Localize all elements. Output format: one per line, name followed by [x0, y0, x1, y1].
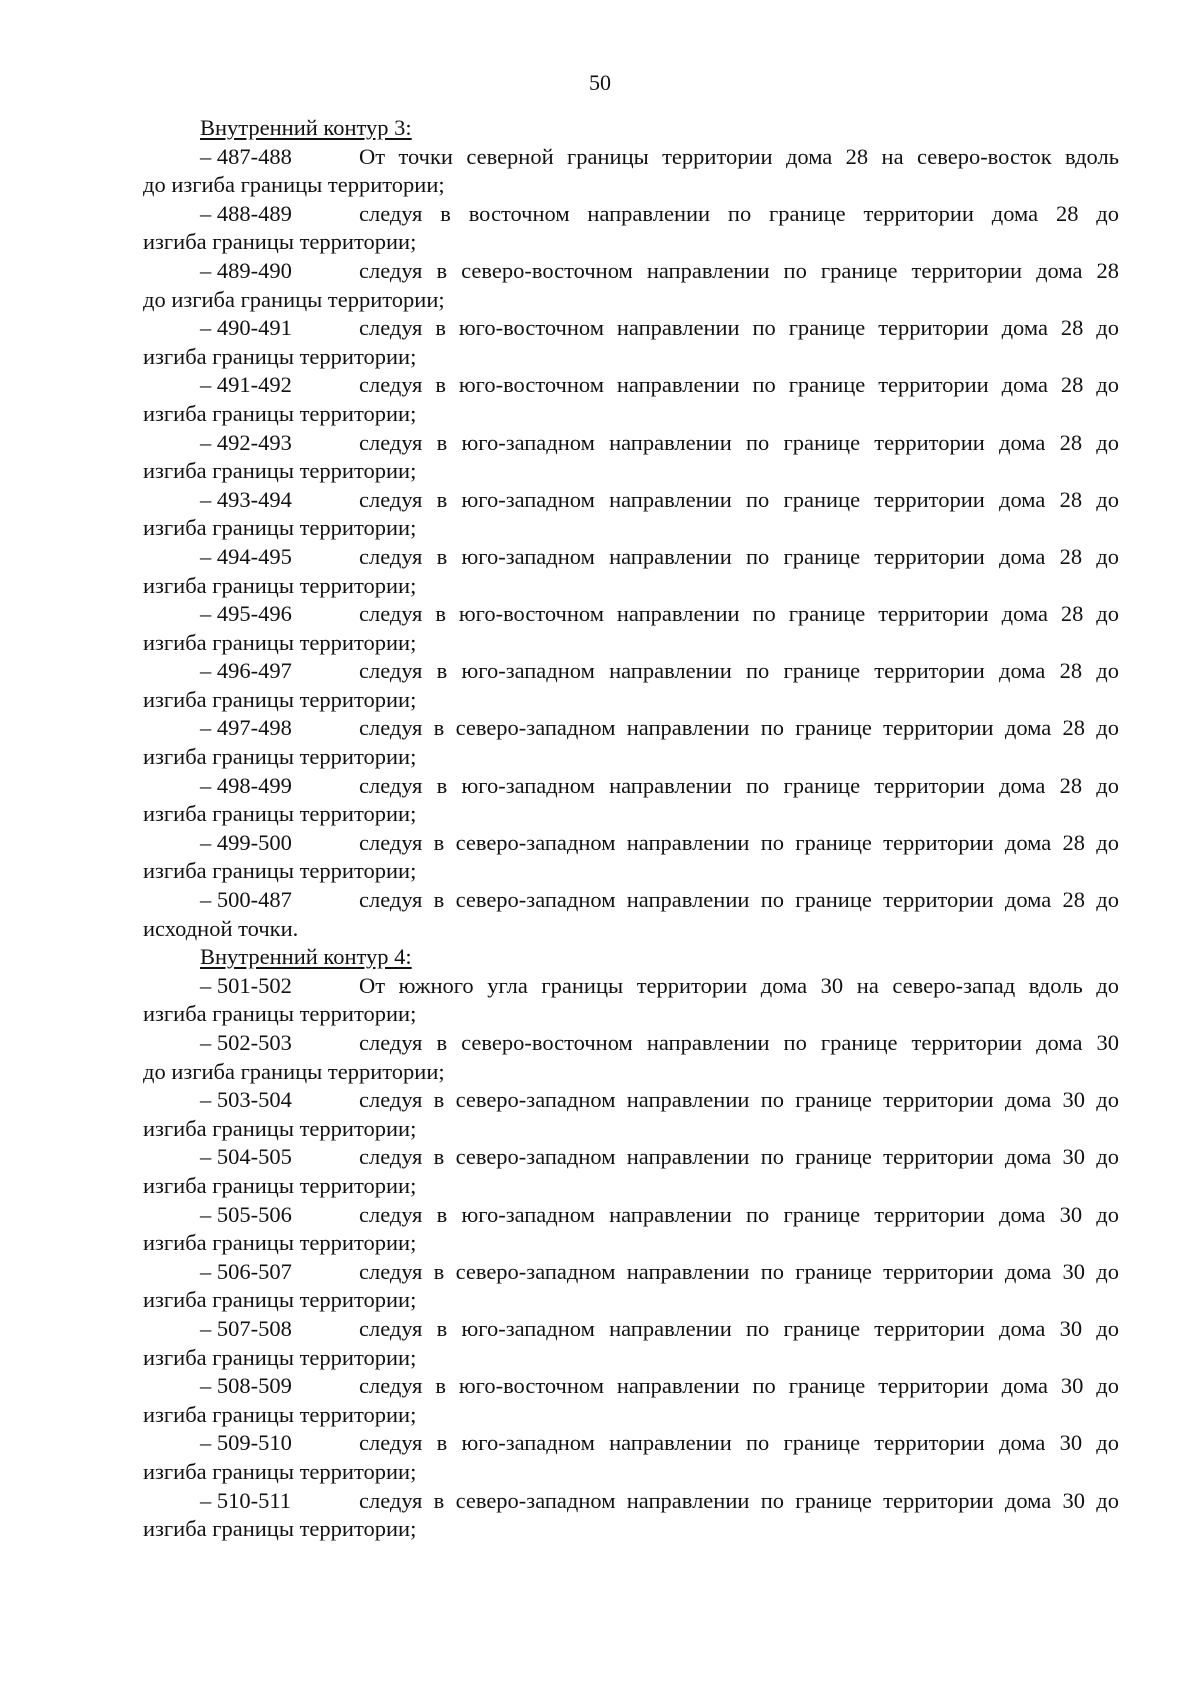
segment-description: следуя в юго-западном направлении по границе территории дома 28 до	[359, 658, 1119, 684]
boundary-entry	[143, 657, 1119, 714]
section-heading-text: Внутренний контур 3:	[200, 115, 412, 140]
entry-first-line	[143, 1429, 1119, 1458]
segment-description-continued: исходной точки.	[143, 915, 299, 941]
segment-code: – 497-498	[200, 715, 292, 741]
segment-code: – 506-507	[200, 1258, 292, 1284]
entry-first-line	[143, 486, 1119, 515]
boundary-entry	[143, 143, 1119, 200]
segment-code: – 498-499	[200, 772, 292, 798]
document-body	[143, 114, 1119, 1544]
segment-description-continued: до изгиба границы территории;	[143, 1058, 445, 1084]
segment-description: следуя в северо-западном направлении по границе территории дома 30 до	[359, 1087, 1119, 1113]
page-number: 50	[589, 70, 611, 95]
segment-description: следуя в северо-западном направлении по границе территории дома 30 до	[359, 1258, 1119, 1284]
segment-description: следуя в северо-западном направлении по границе территории дома 30 до	[359, 1144, 1119, 1170]
boundary-entry	[143, 1258, 1119, 1315]
segment-description: От южного угла границы территории дома 30 на северо-запад вдоль до	[359, 972, 1119, 998]
segment-description: От точки северной границы территории дома 28 на северо-восток вдоль	[359, 143, 1119, 169]
segment-description-continued: до изгиба границы территории;	[143, 172, 445, 198]
entry-first-line	[143, 143, 1119, 172]
segment-description-continued: изгиба границы территории;	[143, 1172, 417, 1198]
segment-description-continued: изгиба границы территории;	[143, 1230, 417, 1256]
entry-first-line	[143, 429, 1119, 458]
segment-description: следуя в северо-западном направлении по границе территории дома 28 до	[359, 715, 1119, 741]
entry-first-line	[143, 371, 1119, 400]
segment-code: – 507-508	[200, 1315, 292, 1341]
boundary-entry	[143, 972, 1119, 1029]
segment-code: – 504-505	[200, 1144, 292, 1170]
segment-description: следуя в юго-западном направлении по границе территории дома 30 до	[359, 1315, 1119, 1341]
segment-description: следуя в северо-восточном направлении по границе территории дома 30	[359, 1030, 1119, 1055]
boundary-entry	[143, 257, 1119, 314]
segment-description: следуя в юго-западном направлении по границе территории дома 28 до	[359, 429, 1119, 455]
boundary-entry	[143, 1086, 1119, 1143]
entry-first-line	[143, 1487, 1119, 1516]
entry-first-line	[143, 257, 1119, 286]
segment-description: следуя в юго-западном направлении по границе территории дома 30 до	[359, 1201, 1119, 1227]
segment-code: – 500-487	[200, 887, 292, 913]
boundary-entry	[143, 772, 1119, 829]
entry-first-line	[143, 1315, 1119, 1344]
entry-first-line	[143, 1372, 1119, 1401]
boundary-entry	[143, 1143, 1119, 1200]
section-heading-text: Внутренний контур 4:	[200, 944, 412, 970]
segment-code: – 508-509	[200, 1373, 292, 1399]
segment-description-continued: изгиба границы территории;	[143, 801, 417, 827]
segment-description: следуя в юго-восточном направлении по границе территории дома 28 до	[359, 601, 1119, 627]
segment-code: – 493-494	[200, 486, 292, 512]
entry-first-line	[143, 886, 1119, 915]
segment-code: – 491-492	[200, 372, 292, 398]
entry-first-line	[143, 714, 1119, 743]
boundary-entry	[143, 371, 1119, 428]
segment-description-continued: изгиба границы территории;	[143, 744, 417, 770]
entry-first-line	[143, 314, 1119, 343]
segment-description: следуя в юго-западном направлении по границе территории дома 28 до	[359, 543, 1119, 569]
segment-description-continued: изгиба границы территории;	[143, 686, 417, 712]
segment-code: – 499-500	[200, 829, 292, 855]
entry-first-line	[143, 972, 1119, 1001]
segment-code: – 494-495	[200, 543, 292, 569]
boundary-entry	[143, 600, 1119, 657]
boundary-entry	[143, 543, 1119, 600]
segment-description: следуя в северо-восточном направлении по границе территории дома 28	[359, 257, 1119, 283]
segment-description: следуя в северо-западном направлении по границе территории дома 28 до	[359, 887, 1119, 913]
boundary-entry	[143, 1487, 1119, 1544]
segment-description-continued: изгиба границы территории;	[143, 400, 417, 426]
segment-description: следуя в северо-западном направлении по границе территории дома 28 до	[359, 829, 1119, 855]
segment-description-continued: до изгиба границы территории;	[143, 286, 445, 312]
segment-code: – 487-488	[200, 143, 292, 169]
boundary-entry	[143, 486, 1119, 543]
boundary-entry	[143, 1372, 1119, 1429]
entry-first-line	[143, 1258, 1119, 1287]
segment-description-continued: изгиба границы территории;	[143, 572, 417, 598]
entry-first-line	[143, 200, 1119, 229]
segment-description: следуя в юго-западном направлении по границе территории дома 28 до	[359, 772, 1119, 798]
segment-code: – 488-489	[200, 200, 292, 226]
segment-description-continued: изгиба границы территории;	[143, 1287, 417, 1313]
boundary-entry	[143, 429, 1119, 486]
entry-first-line	[143, 1029, 1119, 1058]
segment-description-continued: изгиба границы территории;	[143, 1401, 417, 1427]
boundary-entry	[143, 1029, 1119, 1086]
segment-description-continued: изгиба границы территории;	[143, 515, 417, 541]
entry-first-line	[143, 600, 1119, 629]
segment-description: следуя в юго-западном направлении по границе территории дома 30 до	[359, 1430, 1119, 1456]
boundary-entry	[143, 886, 1119, 943]
segment-code: – 496-497	[200, 658, 292, 684]
segment-description: следуя в северо-западном направлении по границе территории дома 30 до	[359, 1487, 1119, 1513]
entry-first-line	[143, 772, 1119, 801]
boundary-entry	[143, 1201, 1119, 1258]
boundary-entry	[143, 200, 1119, 257]
entry-first-line	[143, 829, 1119, 858]
boundary-entry	[143, 314, 1119, 371]
segment-description-continued: изгиба границы территории;	[143, 1115, 417, 1141]
segment-description-continued: изгиба границы территории;	[143, 629, 417, 655]
segment-code: – 502-503	[200, 1030, 292, 1055]
segment-code: – 495-496	[200, 601, 292, 627]
entry-first-line	[143, 657, 1119, 686]
segment-description: следуя в юго-восточном направлении по границе территории дома 28 до	[359, 372, 1119, 398]
boundary-entry	[143, 829, 1119, 886]
section-heading	[143, 114, 1119, 143]
segment-description: следуя в юго-западном направлении по границе территории дома 28 до	[359, 486, 1119, 512]
segment-description-continued: изгиба границы территории;	[143, 229, 417, 255]
segment-code: – 490-491	[200, 315, 292, 341]
segment-code: – 503-504	[200, 1087, 292, 1113]
segment-description-continued: изгиба границы территории;	[143, 1001, 417, 1027]
segment-code: – 505-506	[200, 1201, 292, 1227]
segment-description: следуя в восточном направлении по границе территории дома 28 до	[359, 200, 1119, 226]
segment-code: – 489-490	[200, 257, 292, 283]
entry-first-line	[143, 1201, 1119, 1230]
segment-description-continued: изгиба границы территории;	[143, 458, 417, 484]
segment-code: – 501-502	[200, 972, 292, 998]
segment-description-continued: изгиба границы территории;	[143, 1344, 417, 1370]
segment-description-continued: изгиба границы территории;	[143, 858, 417, 884]
segment-description: следуя в юго-восточном направлении по границе территории дома 28 до	[359, 315, 1119, 341]
entry-first-line	[143, 543, 1119, 572]
segment-code: – 509-510	[200, 1430, 292, 1456]
segment-description-continued: изгиба границы территории;	[143, 1516, 417, 1542]
entry-first-line	[143, 1086, 1119, 1115]
boundary-entry	[143, 1315, 1119, 1372]
segment-code: – 510-511	[200, 1487, 292, 1513]
segment-description-continued: изгиба границы территории;	[143, 343, 417, 369]
segment-description: следуя в юго-восточном направлении по границе территории дома 30 до	[359, 1373, 1119, 1399]
segment-description-continued: изгиба границы территории;	[143, 1458, 417, 1484]
entry-first-line	[143, 1143, 1119, 1172]
segment-code: – 492-493	[200, 429, 292, 455]
boundary-entry	[143, 714, 1119, 771]
section-heading	[143, 943, 1119, 972]
boundary-entry	[143, 1429, 1119, 1486]
